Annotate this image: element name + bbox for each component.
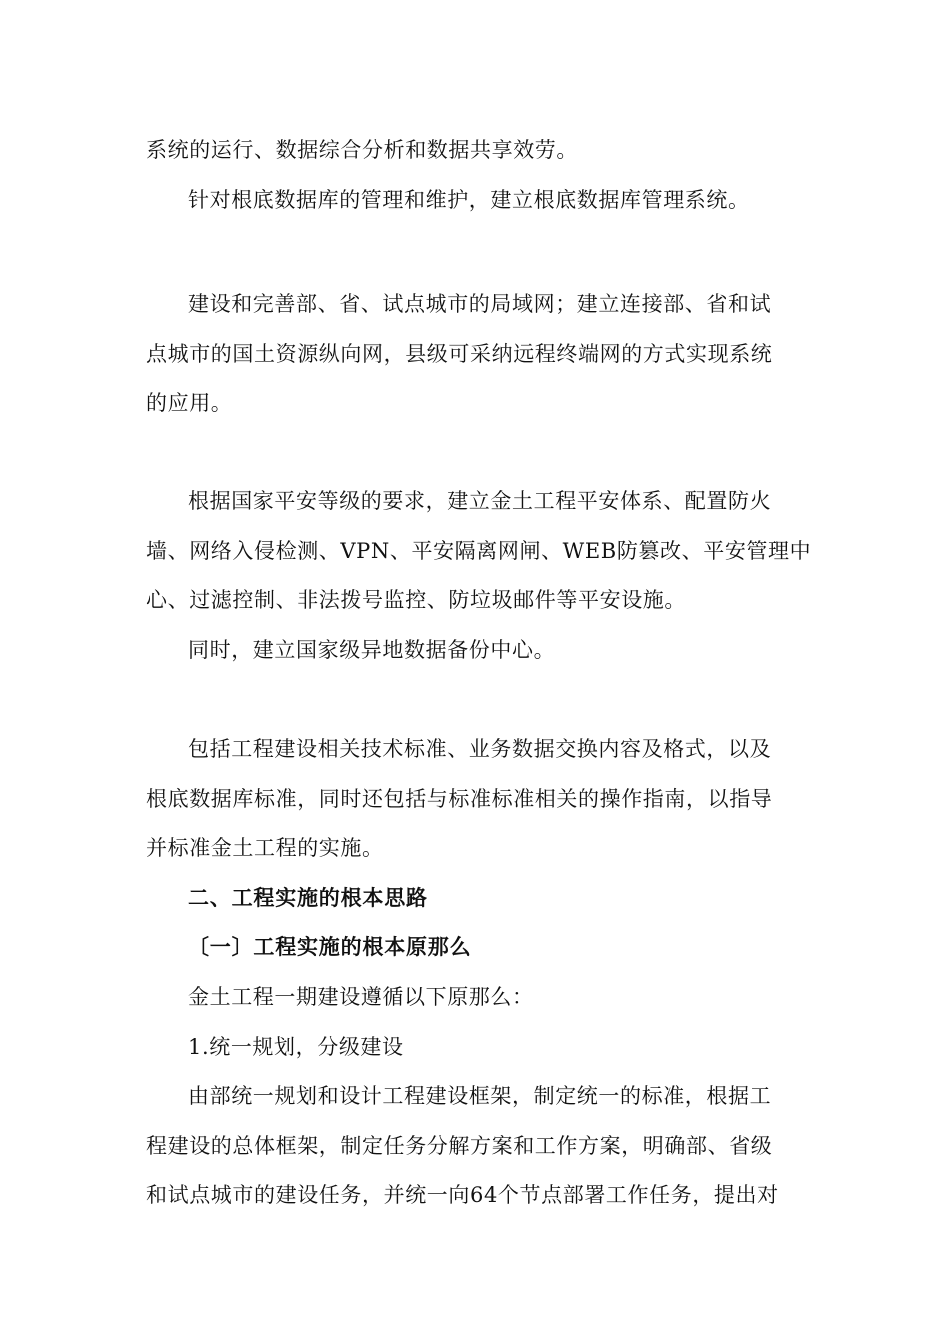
text-line: 建设和完善部、省、试点城市的局域网；建立连接部、省和试 <box>188 292 772 316</box>
text-line: 由部统一规划和设计工程建设框架，制定统一的标准，根据工 <box>188 1084 772 1108</box>
text-line: 根底数据库标准，同时还包括与标准标准相关的操作指南，以指导 <box>146 787 773 811</box>
text-line: 同时，建立国家级异地数据备份中心。 <box>188 638 556 662</box>
text-line: 包括工程建设相关技术标准、业务数据交换内容及格式，以及 <box>188 737 772 761</box>
text-line: 和试点城市的建设任务，并统一向64个节点部署工作任务，提出对 <box>146 1183 779 1207</box>
text-line: 的应用。 <box>146 391 233 415</box>
text-line: 系统的运行、数据综合分析和数据共享效劳。 <box>146 138 578 162</box>
text-line: 并标准金土工程的实施。 <box>146 836 384 860</box>
text-line: 点城市的国土资源纵向网，县级可采纳远程终端网的方式实现系统 <box>146 342 773 366</box>
text-line: 程建设的总体框架，制定任务分解方案和工作方案，明确部、省级 <box>146 1134 773 1158</box>
subsection-heading: 〔一〕工程实施的根本原那么 <box>188 935 472 959</box>
list-item-heading: 1.统一规划，分级建设 <box>188 1035 404 1059</box>
text-line: 金土工程一期建设遵循以下原那么： <box>188 985 534 1009</box>
text-line: 针对根底数据库的管理和维护，建立根底数据库管理系统。 <box>188 188 750 212</box>
section-heading: 二、工程实施的根本思路 <box>188 886 428 910</box>
text-line: 心、过滤控制、非法拨号监控、防垃圾邮件等平安设施。 <box>146 588 686 612</box>
text-line: 墙、网络入侵检测、VPN、平安隔离网闸、WEB防篡改、平安管理中 <box>146 539 812 563</box>
text-line: 根据国家平安等级的要求，建立金土工程平安体系、配置防火 <box>188 489 772 513</box>
